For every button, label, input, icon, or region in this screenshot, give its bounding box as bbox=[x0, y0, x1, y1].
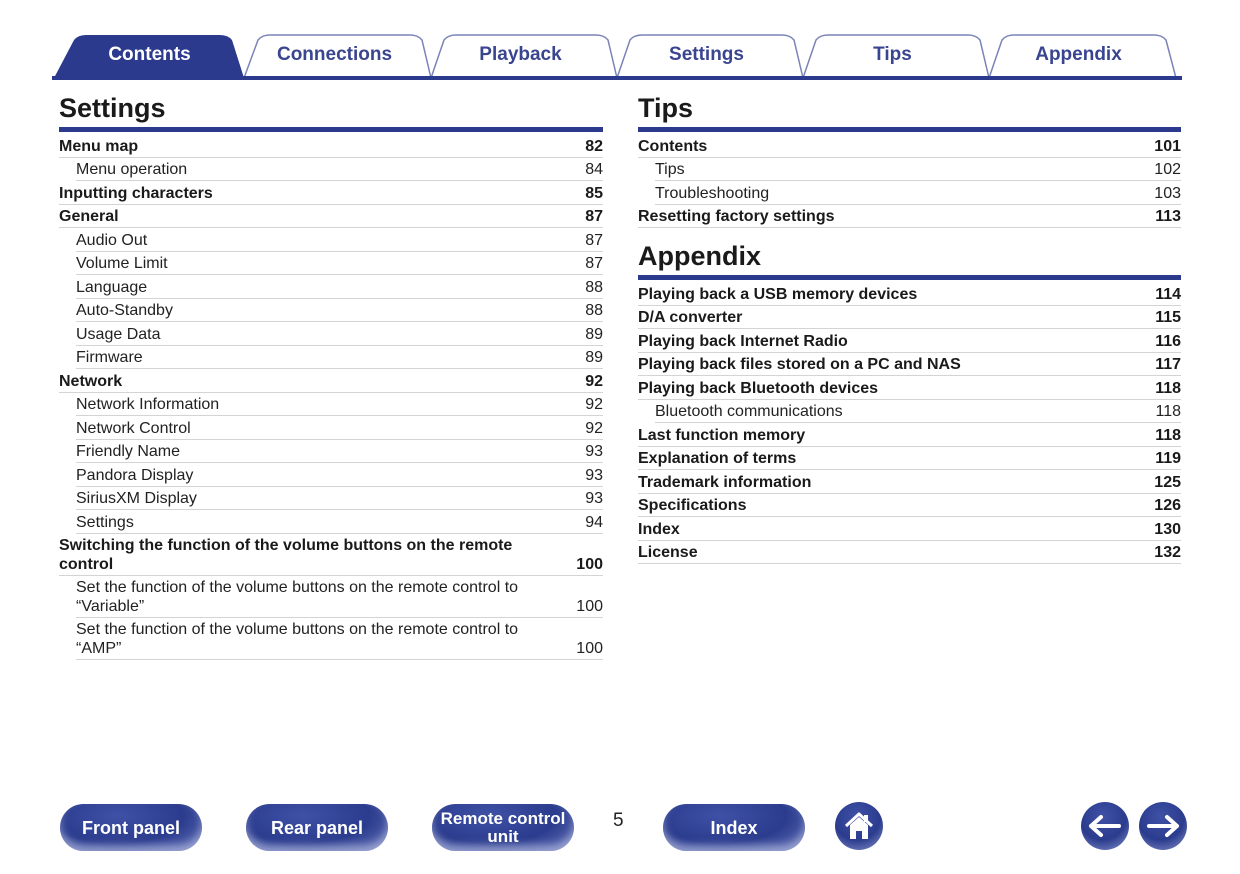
toc-page: 113 bbox=[1155, 208, 1181, 225]
toc-row[interactable] bbox=[59, 205, 603, 229]
tab-appendix[interactable]: Appendix bbox=[1035, 44, 1122, 65]
toc-row[interactable] bbox=[76, 510, 603, 534]
toc-label: Menu map bbox=[59, 137, 139, 155]
toc-label: Set the function of the volume buttons on the remote control to “Variable” bbox=[76, 578, 519, 615]
toc-page: 126 bbox=[1154, 497, 1181, 514]
toc-page: 88 bbox=[585, 278, 603, 296]
toc-row[interactable] bbox=[76, 618, 603, 660]
section-spacer bbox=[638, 228, 1181, 238]
remote-button-line1: Remote control bbox=[440, 808, 566, 828]
toc-page: 92 bbox=[585, 372, 603, 390]
toc-row[interactable] bbox=[638, 353, 1181, 377]
toc-label: Inputting characters bbox=[59, 184, 213, 202]
toc-page: 87 bbox=[585, 231, 603, 249]
toc-row[interactable] bbox=[76, 275, 603, 299]
toc-row[interactable] bbox=[638, 306, 1181, 330]
tab-bar bbox=[52, 34, 1182, 80]
toc-row[interactable] bbox=[59, 534, 603, 576]
toc-label: Playing back Bluetooth devices bbox=[638, 379, 879, 397]
tab-playback[interactable]: Playback bbox=[479, 44, 562, 65]
section-title-settings: Settings bbox=[59, 93, 166, 123]
toc-page: 94 bbox=[585, 513, 603, 531]
toc-row[interactable] bbox=[76, 228, 603, 252]
toc-row[interactable] bbox=[76, 346, 603, 370]
toc-row[interactable] bbox=[655, 158, 1181, 182]
toc-label: License bbox=[638, 544, 698, 561]
toc-label: General bbox=[59, 208, 119, 225]
toc-row[interactable] bbox=[76, 252, 603, 276]
toc-label: Usage Data bbox=[76, 325, 161, 343]
toc-label: Explanation of terms bbox=[638, 450, 797, 467]
toc-page: 102 bbox=[1154, 161, 1181, 178]
home-button[interactable] bbox=[835, 802, 883, 850]
toc-row[interactable] bbox=[638, 494, 1181, 518]
tab-settings[interactable]: Settings bbox=[669, 44, 744, 65]
toc-page: 100 bbox=[576, 639, 603, 657]
toc-label: Playing back Internet Radio bbox=[638, 332, 848, 350]
toc-page: 82 bbox=[585, 137, 603, 155]
toc-label: Network Information bbox=[76, 396, 220, 413]
toc-page: 88 bbox=[585, 302, 603, 319]
arrow-right-icon bbox=[1145, 814, 1181, 838]
toc-row[interactable] bbox=[76, 440, 603, 464]
toc-page: 117 bbox=[1155, 356, 1181, 373]
toc-label: Switching the function of the volume buttons on the remote control bbox=[59, 536, 513, 573]
toc-label: Bluetooth communications bbox=[655, 403, 843, 420]
back-button[interactable] bbox=[1081, 802, 1129, 850]
toc-page: 89 bbox=[585, 349, 603, 366]
toc-label: Index bbox=[638, 520, 680, 538]
toc-label: Troubleshooting bbox=[655, 184, 770, 202]
toc-row[interactable] bbox=[655, 181, 1181, 205]
settings-section bbox=[59, 90, 603, 660]
toc-page: 130 bbox=[1154, 520, 1181, 538]
toc-label: Trademark information bbox=[638, 473, 812, 491]
toc-row[interactable] bbox=[76, 158, 603, 182]
section-divider bbox=[59, 127, 603, 132]
toc-row[interactable] bbox=[638, 376, 1181, 400]
page-number: 5 bbox=[613, 810, 624, 831]
toc-page: 87 bbox=[585, 208, 603, 225]
toc-row[interactable] bbox=[638, 541, 1181, 565]
toc-row[interactable] bbox=[638, 517, 1181, 541]
home-icon bbox=[842, 809, 876, 843]
toc-label: Network bbox=[59, 372, 123, 390]
toc-label: D/A converter bbox=[638, 309, 743, 326]
toc-page: 115 bbox=[1155, 309, 1181, 326]
toc-label: SiriusXM Display bbox=[76, 490, 197, 507]
toc-row[interactable] bbox=[655, 400, 1181, 424]
toc-label: Playing back a USB memory devices bbox=[638, 285, 918, 303]
toc-label: Last function memory bbox=[638, 426, 806, 444]
toc-page: 93 bbox=[585, 466, 603, 484]
toc-page: 93 bbox=[585, 490, 603, 507]
toc-page: 100 bbox=[576, 597, 603, 615]
toc-page: 114 bbox=[1155, 285, 1181, 303]
remote-button-line2: unit bbox=[487, 826, 519, 846]
toc-row[interactable] bbox=[638, 329, 1181, 353]
section-divider bbox=[638, 275, 1181, 280]
toc-row[interactable] bbox=[59, 181, 603, 205]
toc-row[interactable] bbox=[638, 134, 1181, 158]
toc-row[interactable] bbox=[76, 322, 603, 346]
toc-page: 119 bbox=[1155, 450, 1181, 467]
toc-label: Set the function of the volume buttons on the remote control to “AMP” bbox=[76, 620, 519, 657]
toc-row[interactable] bbox=[638, 423, 1181, 447]
toc-row[interactable] bbox=[76, 416, 603, 440]
tab-contents[interactable]: Contents bbox=[108, 44, 191, 65]
toc-row[interactable] bbox=[76, 576, 603, 618]
tab-tips[interactable]: Tips bbox=[873, 44, 912, 65]
toc-page: 87 bbox=[585, 255, 603, 272]
index-button[interactable]: Index bbox=[663, 804, 805, 851]
rear-panel-button[interactable]: Rear panel bbox=[246, 804, 388, 851]
toc-page: 92 bbox=[585, 396, 603, 413]
toc-row[interactable] bbox=[638, 470, 1181, 494]
toc-label: Language bbox=[76, 278, 148, 296]
toc-page: 92 bbox=[585, 419, 603, 437]
toc-page: 118 bbox=[1155, 426, 1181, 444]
toc-page: 118 bbox=[1155, 379, 1181, 397]
toc-label: Volume Limit bbox=[76, 255, 168, 272]
section-title-tips: Tips bbox=[638, 93, 694, 123]
tips-appendix-section bbox=[638, 90, 1181, 564]
toc-row[interactable] bbox=[76, 463, 603, 487]
toc-page: 85 bbox=[585, 184, 603, 202]
toc-row[interactable] bbox=[76, 487, 603, 511]
toc-label: Network Control bbox=[76, 419, 191, 437]
forward-button[interactable] bbox=[1139, 802, 1187, 850]
toc-label: Tips bbox=[655, 161, 685, 178]
toc-label: Playing back files stored on a PC and NAS bbox=[638, 356, 961, 373]
toc-page: 89 bbox=[585, 325, 603, 343]
toc-page: 118 bbox=[1155, 403, 1181, 420]
toc-row[interactable] bbox=[638, 282, 1181, 306]
toc-label: Friendly Name bbox=[76, 443, 181, 460]
toc-row[interactable] bbox=[59, 369, 603, 393]
section-title-appendix: Appendix bbox=[638, 241, 762, 271]
toc-row[interactable] bbox=[638, 205, 1181, 229]
toc-row[interactable] bbox=[638, 447, 1181, 471]
toc-label: Pandora Display bbox=[76, 466, 194, 484]
arrow-left-icon bbox=[1087, 814, 1123, 838]
toc-label: Firmware bbox=[76, 349, 143, 366]
toc-page: 125 bbox=[1154, 473, 1181, 491]
toc-page: 132 bbox=[1154, 544, 1181, 561]
toc-label: Resetting factory settings bbox=[638, 208, 835, 225]
toc-page: 100 bbox=[576, 555, 603, 573]
toc-label: Audio Out bbox=[76, 231, 148, 249]
toc-page: 93 bbox=[585, 443, 603, 460]
toc-row[interactable] bbox=[59, 134, 603, 158]
toc-label: Auto-Standby bbox=[76, 302, 173, 319]
toc-page: 84 bbox=[585, 161, 603, 178]
tab-connections[interactable]: Connections bbox=[276, 44, 393, 65]
toc-label: Menu operation bbox=[76, 161, 188, 178]
toc-label: Specifications bbox=[638, 497, 747, 514]
toc-page: 101 bbox=[1154, 137, 1181, 155]
toc-row[interactable] bbox=[76, 299, 603, 323]
toc-page: 103 bbox=[1154, 184, 1181, 202]
toc-page: 116 bbox=[1155, 332, 1181, 350]
remote-control-unit-button[interactable] bbox=[432, 804, 574, 851]
toc-row[interactable] bbox=[76, 393, 603, 417]
front-panel-button[interactable]: Front panel bbox=[60, 804, 202, 851]
toc-label: Settings bbox=[76, 513, 134, 531]
section-divider bbox=[638, 127, 1181, 132]
toc-label: Contents bbox=[638, 137, 708, 155]
